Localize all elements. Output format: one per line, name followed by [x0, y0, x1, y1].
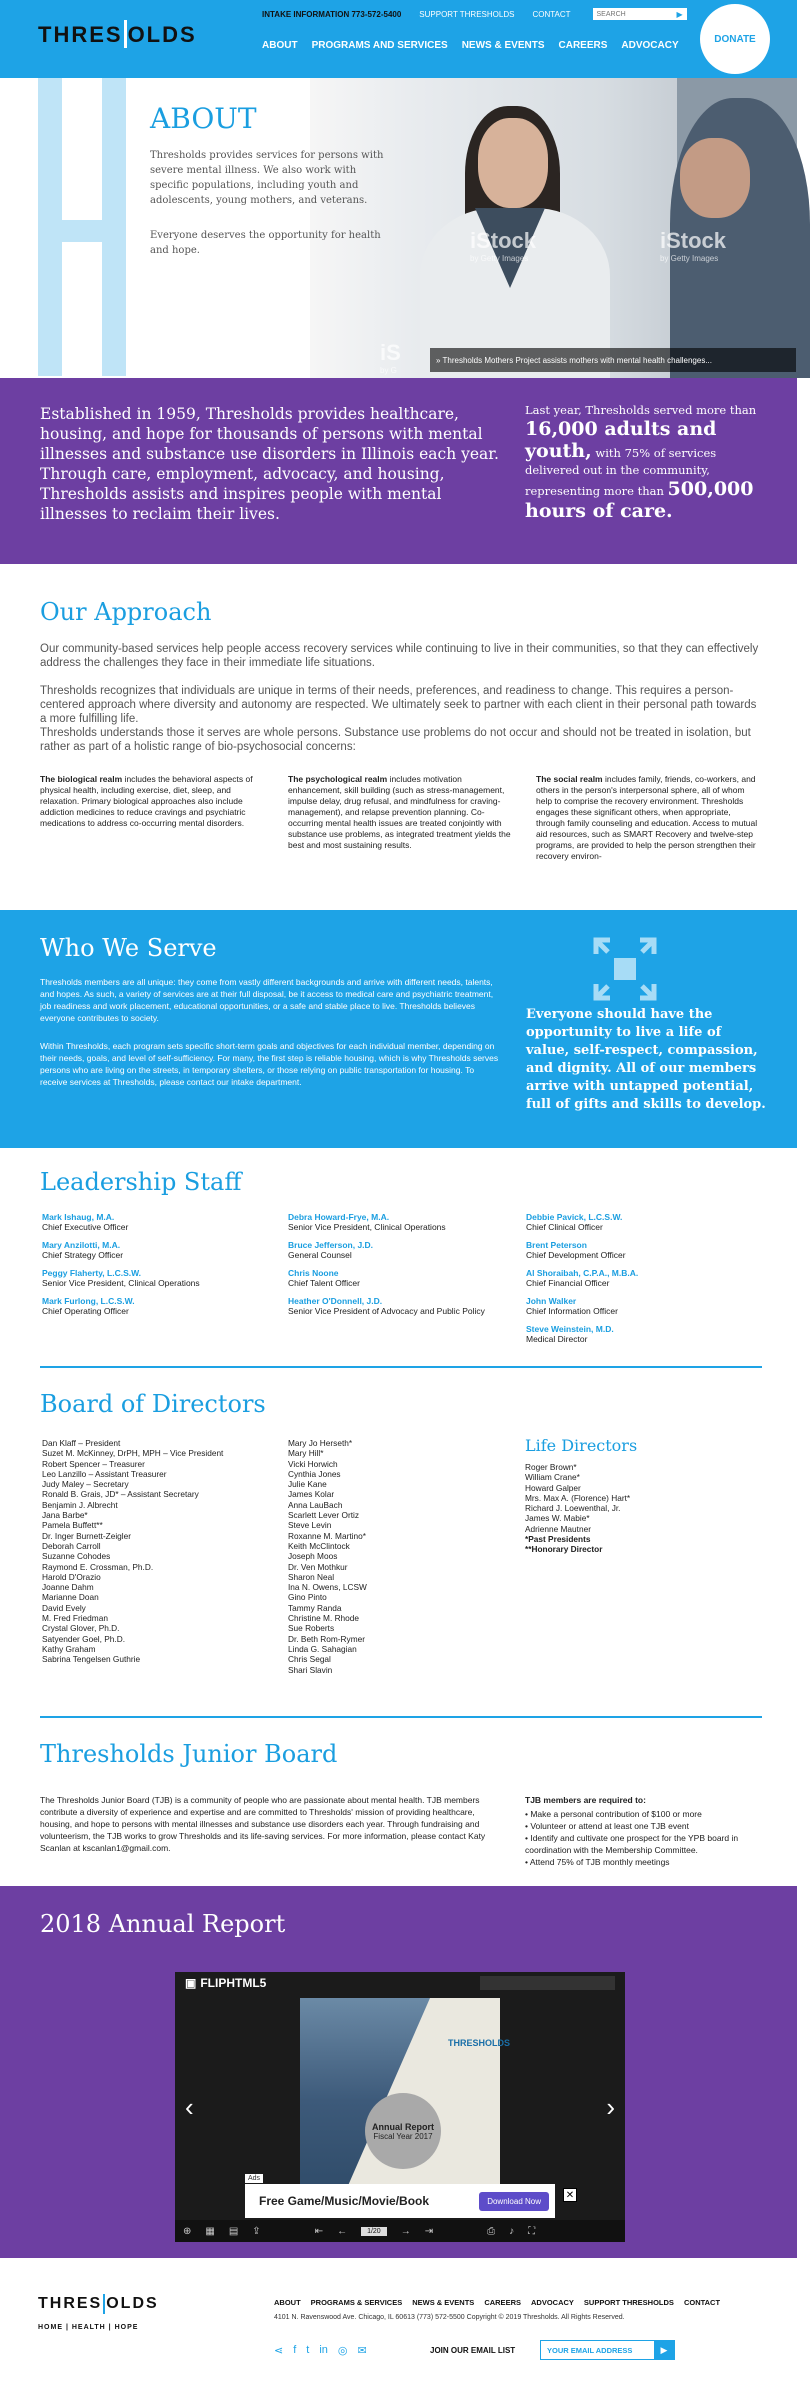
staff-name[interactable]: John Walker: [526, 1296, 577, 1306]
life-director: Howard Galper: [525, 1482, 581, 1493]
annual-report-section: [0, 1886, 797, 2258]
share-icon[interactable]: ⇪: [252, 2225, 261, 2237]
ad-text: Free Game/Music/Movie/Book: [259, 2194, 430, 2208]
stat-adults: 16,000 adults and youth,: [525, 418, 717, 462]
footer-link[interactable]: NEWS & EVENTS: [412, 2298, 475, 2307]
about-tagline: Everyone deserves the opportunity for health and hope.: [150, 230, 381, 256]
board-member: Julie Kane: [288, 1479, 327, 1490]
board-member: Sue Roberts: [288, 1623, 335, 1634]
staff-name[interactable]: Brent Peterson: [526, 1240, 587, 1250]
next-page-icon[interactable]: ›: [606, 2092, 615, 2122]
main-nav: [262, 40, 679, 51]
intake-info[interactable]: INTAKE INFORMATION 773-572-5400: [262, 9, 402, 19]
prev-icon[interactable]: ←: [337, 2225, 348, 2237]
staff-member: [526, 1268, 726, 1288]
req-item: • Attend 75% of TJB monthly meetings: [525, 1857, 670, 1867]
board-member: Christine M. Rhode: [288, 1613, 360, 1624]
leadership-col-1: [42, 1212, 242, 1324]
staff-title: Chief Clinical Officer: [526, 1222, 603, 1232]
life-director: Adrienne Mautner: [525, 1523, 591, 1534]
board-member: Mary Hill*: [288, 1448, 324, 1459]
board-member: Ronald B. Grais, JD* – Assistant Secretary: [42, 1489, 199, 1500]
email-input[interactable]: YOUR EMAIL ADDRESS: [547, 2345, 633, 2355]
board-member: M. Fred Friedman: [42, 1613, 108, 1624]
biological-realm: The biological realm includes the behavioral aspects of physical health, including exercise, diet, sleep, and relaxation. Primary biological approaches also include addiction medicines to reduce cravings and psychiatric medications to address co-occurring mental disorders.: [40, 774, 253, 828]
board-member: Gino Pinto: [288, 1592, 327, 1603]
support-link[interactable]: SUPPORT THRESHOLDS: [419, 9, 515, 19]
board-member: Satyender Goel, Ph.D.: [42, 1633, 126, 1644]
staff-member: [288, 1296, 488, 1316]
cover-logo: THRESHOLDS: [448, 2038, 511, 2048]
board-member: Joanne Dahm: [42, 1582, 94, 1593]
hero-photo: iStock by Getty Images iStock by Getty Images iS by G: [310, 78, 797, 378]
staff-member: [288, 1212, 488, 1232]
fullscreen-icon[interactable]: ⛶: [528, 2225, 536, 2237]
req-item: • Identify and cultivate one prospect for the YPB board in coordination with the Membership Committee.: [525, 1833, 739, 1855]
photo-caption[interactable]: » Thresholds Mothers Project assists mothers with mental health challenges...: [430, 348, 796, 372]
zoom-icon[interactable]: ⊕: [183, 2225, 192, 2237]
flipbook-icon: ▣: [185, 1976, 197, 1990]
staff-name[interactable]: Mark Ishaug, M.A.: [42, 1212, 115, 1222]
board-member: Joseph Moos: [288, 1551, 338, 1562]
staff-member: [526, 1240, 726, 1260]
staff-title: Chief Strategy Officer: [42, 1250, 124, 1260]
staff-name[interactable]: Mark Furlong, L.C.S.W.: [42, 1296, 135, 1306]
staff-member: [42, 1212, 242, 1232]
past-presidents-note: *Past Presidents: [525, 1534, 591, 1545]
serve-quote: Everyone should have the opportunity to live a life of value, self-respect, compassion, and dignity. All of our members arrive with untapped potential, full of gifts and skills to develop.: [526, 1007, 766, 1112]
contact-link[interactable]: CONTACT: [532, 9, 571, 19]
board-member: Linda G. Sahagian: [288, 1643, 357, 1654]
ad-download-button[interactable]: Download Now: [479, 2192, 549, 2211]
site-header: [0, 0, 797, 78]
divider: [40, 1366, 762, 1368]
board-member: Roxanne M. Martino*: [288, 1530, 366, 1541]
staff-member: [288, 1240, 488, 1260]
join-email-label: JOIN OUR EMAIL LIST: [430, 2346, 516, 2355]
annual-title: 2018 Annual Report: [40, 1910, 286, 1938]
junior-board-section: [0, 1720, 797, 1886]
stat-hours: 500,000 hours of care.: [525, 478, 754, 522]
board-member: Ina N. Owens, LCSW: [288, 1582, 367, 1593]
utility-nav: [262, 8, 687, 20]
h-graphic: [38, 78, 126, 378]
board-member: Vicki Horwich: [288, 1458, 338, 1469]
approach-p2: Thresholds recognizes that individuals are unique in terms of their needs, preferences, and readiness to change. This requires a person-centered approach where diversity and autonomy are respected. We ultimately seek to partner with each client in their personal path towards a more fulfilling life.: [40, 685, 757, 725]
footer-link[interactable]: ABOUT: [274, 2298, 301, 2307]
board-member: Tammy Randa: [288, 1602, 342, 1613]
board-member: Anna LauBach: [288, 1499, 343, 1510]
share-icon[interactable]: ⋖: [274, 2345, 284, 2357]
twitter-icon[interactable]: t: [306, 2344, 310, 2356]
board-member: Pamela Buffett**: [42, 1520, 103, 1531]
life-directors-title: Life Directors: [525, 1436, 638, 1455]
life-director: Mrs. Max A. (Florence) Hart*: [525, 1492, 631, 1503]
staff-name[interactable]: Al Shoraibah, C.P.A., M.B.A.: [526, 1268, 639, 1278]
footer-link[interactable]: SUPPORT THRESHOLDS: [583, 2298, 674, 2307]
submit-arrow-icon[interactable]: ▶: [654, 2340, 674, 2360]
cover-badge: Annual Report Fiscal Year 2017: [365, 2093, 441, 2169]
approach-p3: Thresholds understands those it serves are whole persons. Substance use problems do not occur and should not be treated in isolation, but rather as part of a holistic range of bio-psychosocial concerns:: [40, 727, 751, 753]
footer-nav: [274, 2298, 720, 2307]
board-member: Shari Slavin: [288, 1664, 333, 1675]
req-item: • Make a personal contribution of $100 or more: [525, 1809, 702, 1819]
board-section: [0, 1370, 797, 1720]
board-member: Suzet M. McKinney, DrPH, MPH – Vice President: [42, 1448, 224, 1459]
stat-text-2: with 75% of services delivered out in the community, representing more than: [525, 446, 717, 498]
facebook-icon[interactable]: f: [293, 2344, 297, 2356]
search-arrow-icon[interactable]: ▶: [673, 8, 687, 20]
approach-p1: Our community-based services help people access recovery services while continuing to live in their communities, so that they can effectively address the challenges they face in their immediate life situations.: [40, 643, 759, 669]
staff-name[interactable]: Debra Howard-Frye, M.A.: [288, 1212, 390, 1222]
staff-title: Chief Executive Officer: [42, 1222, 129, 1232]
life-director: Roger Brown*: [525, 1462, 577, 1472]
expand-arrows-icon: [592, 936, 658, 1002]
staff-title: Senior Vice President, Clinical Operations: [288, 1222, 446, 1232]
board-member: Harold D'Orazio: [42, 1571, 101, 1582]
staff-title: Chief Operating Officer: [42, 1306, 129, 1316]
staff-member: [42, 1268, 242, 1288]
serve-p2: Within Thresholds, each program sets specific short-term goals and objectives for each individual member, depending on their needs, goals, and level of self-sufficiency. For many, the first step is reliable housing, which is why Thresholds serves persons who are living on the streets, in temporary shelters, or those relying on public transportation for housing. To receive services at Thresholds, please contact our intake department.: [40, 1041, 499, 1087]
report-cover[interactable]: [300, 1998, 511, 2204]
board-member: Chris Segal: [288, 1654, 331, 1665]
staff-member: [526, 1296, 726, 1316]
search-input[interactable]: [593, 8, 673, 20]
footer-link[interactable]: CAREERS: [484, 2298, 521, 2307]
staff-name[interactable]: Peggy Flaherty, L.C.S.W.: [42, 1268, 142, 1278]
board-member: Marianne Doan: [42, 1592, 99, 1603]
life-director: William Crane*: [525, 1472, 580, 1483]
board-member: Dr. Ven Mothkur: [288, 1561, 348, 1572]
staff-member: [526, 1212, 726, 1232]
stat-text-1: Last year, Thresholds served more than: [525, 403, 757, 417]
about-section: [0, 78, 797, 378]
footer-link[interactable]: CONTACT: [683, 2298, 721, 2307]
serve-title: Who We Serve: [40, 934, 217, 962]
approach-title: Our Approach: [40, 598, 212, 626]
footer-address: 4101 N. Ravenswood Ave. Chicago, IL 60613 (773) 572-5500 Copyright © 2019 Thresholds. All Rights Reserved.: [274, 2314, 625, 2321]
board-member: Steve Levin: [288, 1520, 332, 1531]
logo[interactable]: THRES OLDS: [38, 22, 197, 47]
board-member: Sharon Neal: [288, 1571, 335, 1582]
life-director: James W. Mabie*: [525, 1513, 590, 1524]
nav-careers[interactable]: CAREERS: [558, 40, 608, 51]
board-member: Kathy Graham: [42, 1643, 96, 1654]
impact-stats: [525, 402, 770, 522]
first-page-icon[interactable]: ⇤: [314, 2225, 324, 2237]
staff-title: Medical Director: [526, 1334, 588, 1344]
staff-name[interactable]: Bruce Jefferson, J.D.: [288, 1240, 374, 1250]
social-links: [274, 2344, 367, 2357]
staff-title: Chief Information Officer: [526, 1306, 618, 1316]
footer-link[interactable]: ADVOCACY: [531, 2298, 574, 2307]
board-member: Cynthia Jones: [288, 1468, 341, 1479]
nav-news[interactable]: NEWS & EVENTS: [461, 40, 545, 51]
junior-title: Thresholds Junior Board: [40, 1740, 338, 1768]
staff-name[interactable]: Heather O'Donnell, J.D.: [288, 1296, 383, 1306]
thumbnail-icon[interactable]: ▤: [228, 2225, 239, 2237]
staff-member: [42, 1240, 242, 1260]
nav-programs[interactable]: PROGRAMS AND SERVICES: [311, 40, 448, 51]
staff-member: [288, 1268, 488, 1288]
leadership-section: [0, 1148, 797, 1370]
board-member: Raymond E. Crossman, Ph.D.: [42, 1561, 154, 1572]
search-box: [593, 8, 687, 20]
board-member: Suzanne Cohodes: [42, 1551, 111, 1562]
board-member: Benjamin J. Albrecht: [42, 1499, 118, 1510]
staff-name[interactable]: Steve Weinstein, M.D.: [526, 1324, 614, 1334]
realms: [40, 774, 762, 862]
flipbook-toolbar: [175, 2220, 625, 2242]
board-member: Dan Klaff – President: [42, 1438, 121, 1448]
junior-text: The Thresholds Junior Board (TJB) is a community of people who are passionate about mental health. TJB members contribute a diversity of experience and expertise and are committed to Thresholds' mission of providing healthcare, housing, and hope to persons with mental illnesses and substance use disorders each year. Through fundraising and volunteerism, the TJB works to grow Thresholds and its life-saving services. For more information, please contact Katy Scanlan at kscanlan1@gmail.com.: [40, 1795, 486, 1853]
board-member: Sabrina Tengelsen Guthrie: [42, 1654, 141, 1665]
staff-name[interactable]: Chris Noone: [288, 1268, 339, 1278]
honorary-note: **Honorary Director: [525, 1544, 603, 1555]
board-member: Judy Maley – Secretary: [42, 1479, 129, 1490]
junior-requirements: [525, 1794, 765, 1868]
life-director: Richard J. Loewenthal, Jr.: [525, 1503, 621, 1514]
flipbook-logo: ▣ FLIPHTML5: [185, 1976, 267, 1990]
staff-title: Senior Vice President, Clinical Operations: [42, 1278, 200, 1288]
life-directors-list: [525, 1462, 630, 1555]
board-col-2: [288, 1438, 367, 1675]
staff-member: [526, 1324, 726, 1344]
board-member: Scarlett Lever Ortiz: [288, 1510, 360, 1521]
flipbook-viewer[interactable]: [175, 1972, 625, 2242]
serve-p1: Thresholds members are all unique: they come from vastly different backgrounds and arrive with different needs, talents, and hopes. As such, a variety of services are at their full disposal, be it access to medical care and psychiatric treatment, job readiness and work placement, educational opportunities, or a safe and stable place to live. Thresholds believes everyone contributes to society.: [40, 977, 494, 1023]
email-icon[interactable]: ✉: [357, 2345, 367, 2357]
history-text: Established in 1959, Thresholds provides healthcare, housing, and hope for thousands of persons with mental illnesses and substance use disorders in Illinois each year. Through care, employment, advocacy, and housing, Thresholds assists and inspires people with mental illnesses to reclaim their lives.: [40, 405, 499, 523]
grid-icon[interactable]: ▦: [205, 2225, 215, 2237]
board-member: Leo Lanzillo – Assistant Treasurer: [42, 1468, 167, 1479]
staff-title: Senior Vice President of Advocacy and Public Policy: [288, 1306, 485, 1316]
req-title: TJB members are required to:: [525, 1795, 646, 1805]
footer-link[interactable]: PROGRAMS & SERVICES: [310, 2298, 403, 2307]
nav-advocacy[interactable]: ADVOCACY: [621, 40, 679, 51]
board-member: Dr. Inger Burnett-Zeigler: [42, 1530, 131, 1541]
board-member: Robert Spencer – Treasurer: [42, 1458, 145, 1469]
nav-about[interactable]: ABOUT: [262, 40, 298, 51]
staff-name[interactable]: Mary Anzilotti, M.A.: [42, 1240, 121, 1250]
email-signup[interactable]: [540, 2340, 675, 2360]
approach-section: [0, 564, 797, 910]
board-member: Deborah Carroll: [42, 1540, 101, 1551]
footer-tagline: HOME | HEALTH | HOPE: [38, 2324, 139, 2331]
flipbook-search[interactable]: [480, 1976, 615, 1990]
board-member: Dr. Beth Rom-Rymer: [288, 1633, 365, 1644]
stats-section: [0, 378, 797, 564]
staff-member: [42, 1296, 242, 1316]
ad-label: Ads: [245, 2174, 263, 2183]
board-col-1: [42, 1438, 223, 1665]
site-footer: [0, 2258, 797, 2395]
linkedin-icon[interactable]: in: [319, 2344, 328, 2356]
serve-section: [0, 910, 797, 1148]
leadership-col-3: [526, 1212, 726, 1352]
about-title: ABOUT: [150, 102, 257, 135]
staff-title: General Counsel: [288, 1250, 352, 1260]
board-title: Board of Directors: [40, 1390, 266, 1418]
about-intro: Thresholds provides services for persons with severe mental illness. We also work with specific populations, including youth and adolescents, young mothers, and veterans.: [150, 150, 384, 206]
divider: [40, 1716, 762, 1718]
donate-button[interactable]: DONATE: [700, 4, 770, 74]
board-member: James Kolar: [288, 1489, 335, 1500]
page-number[interactable]: 1/20: [361, 2227, 387, 2236]
close-icon[interactable]: ✕: [563, 2188, 577, 2202]
staff-name[interactable]: Debbie Pavick, L.C.S.W.: [526, 1212, 623, 1222]
board-member: Crystal Glover, Ph.D.: [42, 1623, 120, 1634]
psychological-realm: The psychological realm includes motivation enhancement, skill building (such as stress-management, impulse delay, drug refusal, and mindfulness for craving-management), and relapse prevention planning. Co-occurring mental health issues are treated conjointly with substance use problems, as integrated treatment yields the best and most sustaining results.: [288, 774, 511, 850]
board-member: David Evely: [42, 1602, 86, 1613]
footer-logo[interactable]: THRES OLDS: [38, 2295, 159, 2313]
social-realm: The social realm includes family, friends, co-workers, and others in the person's interpersonal sphere, all of whom help to comprise the recovery environment. Thresholds engages these significant others, when appropriate, through family counseling and education. Access to mutual aid resources, such as SMART Recovery and twelve-step programs, are provided to help the person strengthen their recovery environ-: [536, 774, 758, 861]
req-item: • Volunteer or attend at least one TJB event: [525, 1821, 689, 1831]
board-member: Mary Jo Herseth*: [288, 1438, 353, 1448]
leadership-title: Leadership Staff: [40, 1168, 242, 1196]
print-icon[interactable]: ⎙: [487, 2225, 496, 2237]
ad-banner[interactable]: [245, 2175, 575, 2218]
sound-icon[interactable]: ♪: [509, 2225, 515, 2237]
leadership-col-2: [288, 1212, 488, 1324]
staff-title: Chief Talent Officer: [288, 1278, 360, 1288]
board-member: Keith McClintock: [288, 1540, 350, 1551]
board-member: Jana Barbe*: [42, 1510, 88, 1521]
prev-page-icon[interactable]: ‹: [185, 2092, 194, 2122]
next-icon[interactable]: →: [400, 2225, 411, 2237]
instagram-icon[interactable]: ◎: [337, 2345, 348, 2357]
staff-title: Chief Development Officer: [526, 1250, 626, 1260]
staff-title: Chief Financial Officer: [526, 1278, 610, 1288]
last-page-icon[interactable]: ⇥: [424, 2225, 434, 2237]
